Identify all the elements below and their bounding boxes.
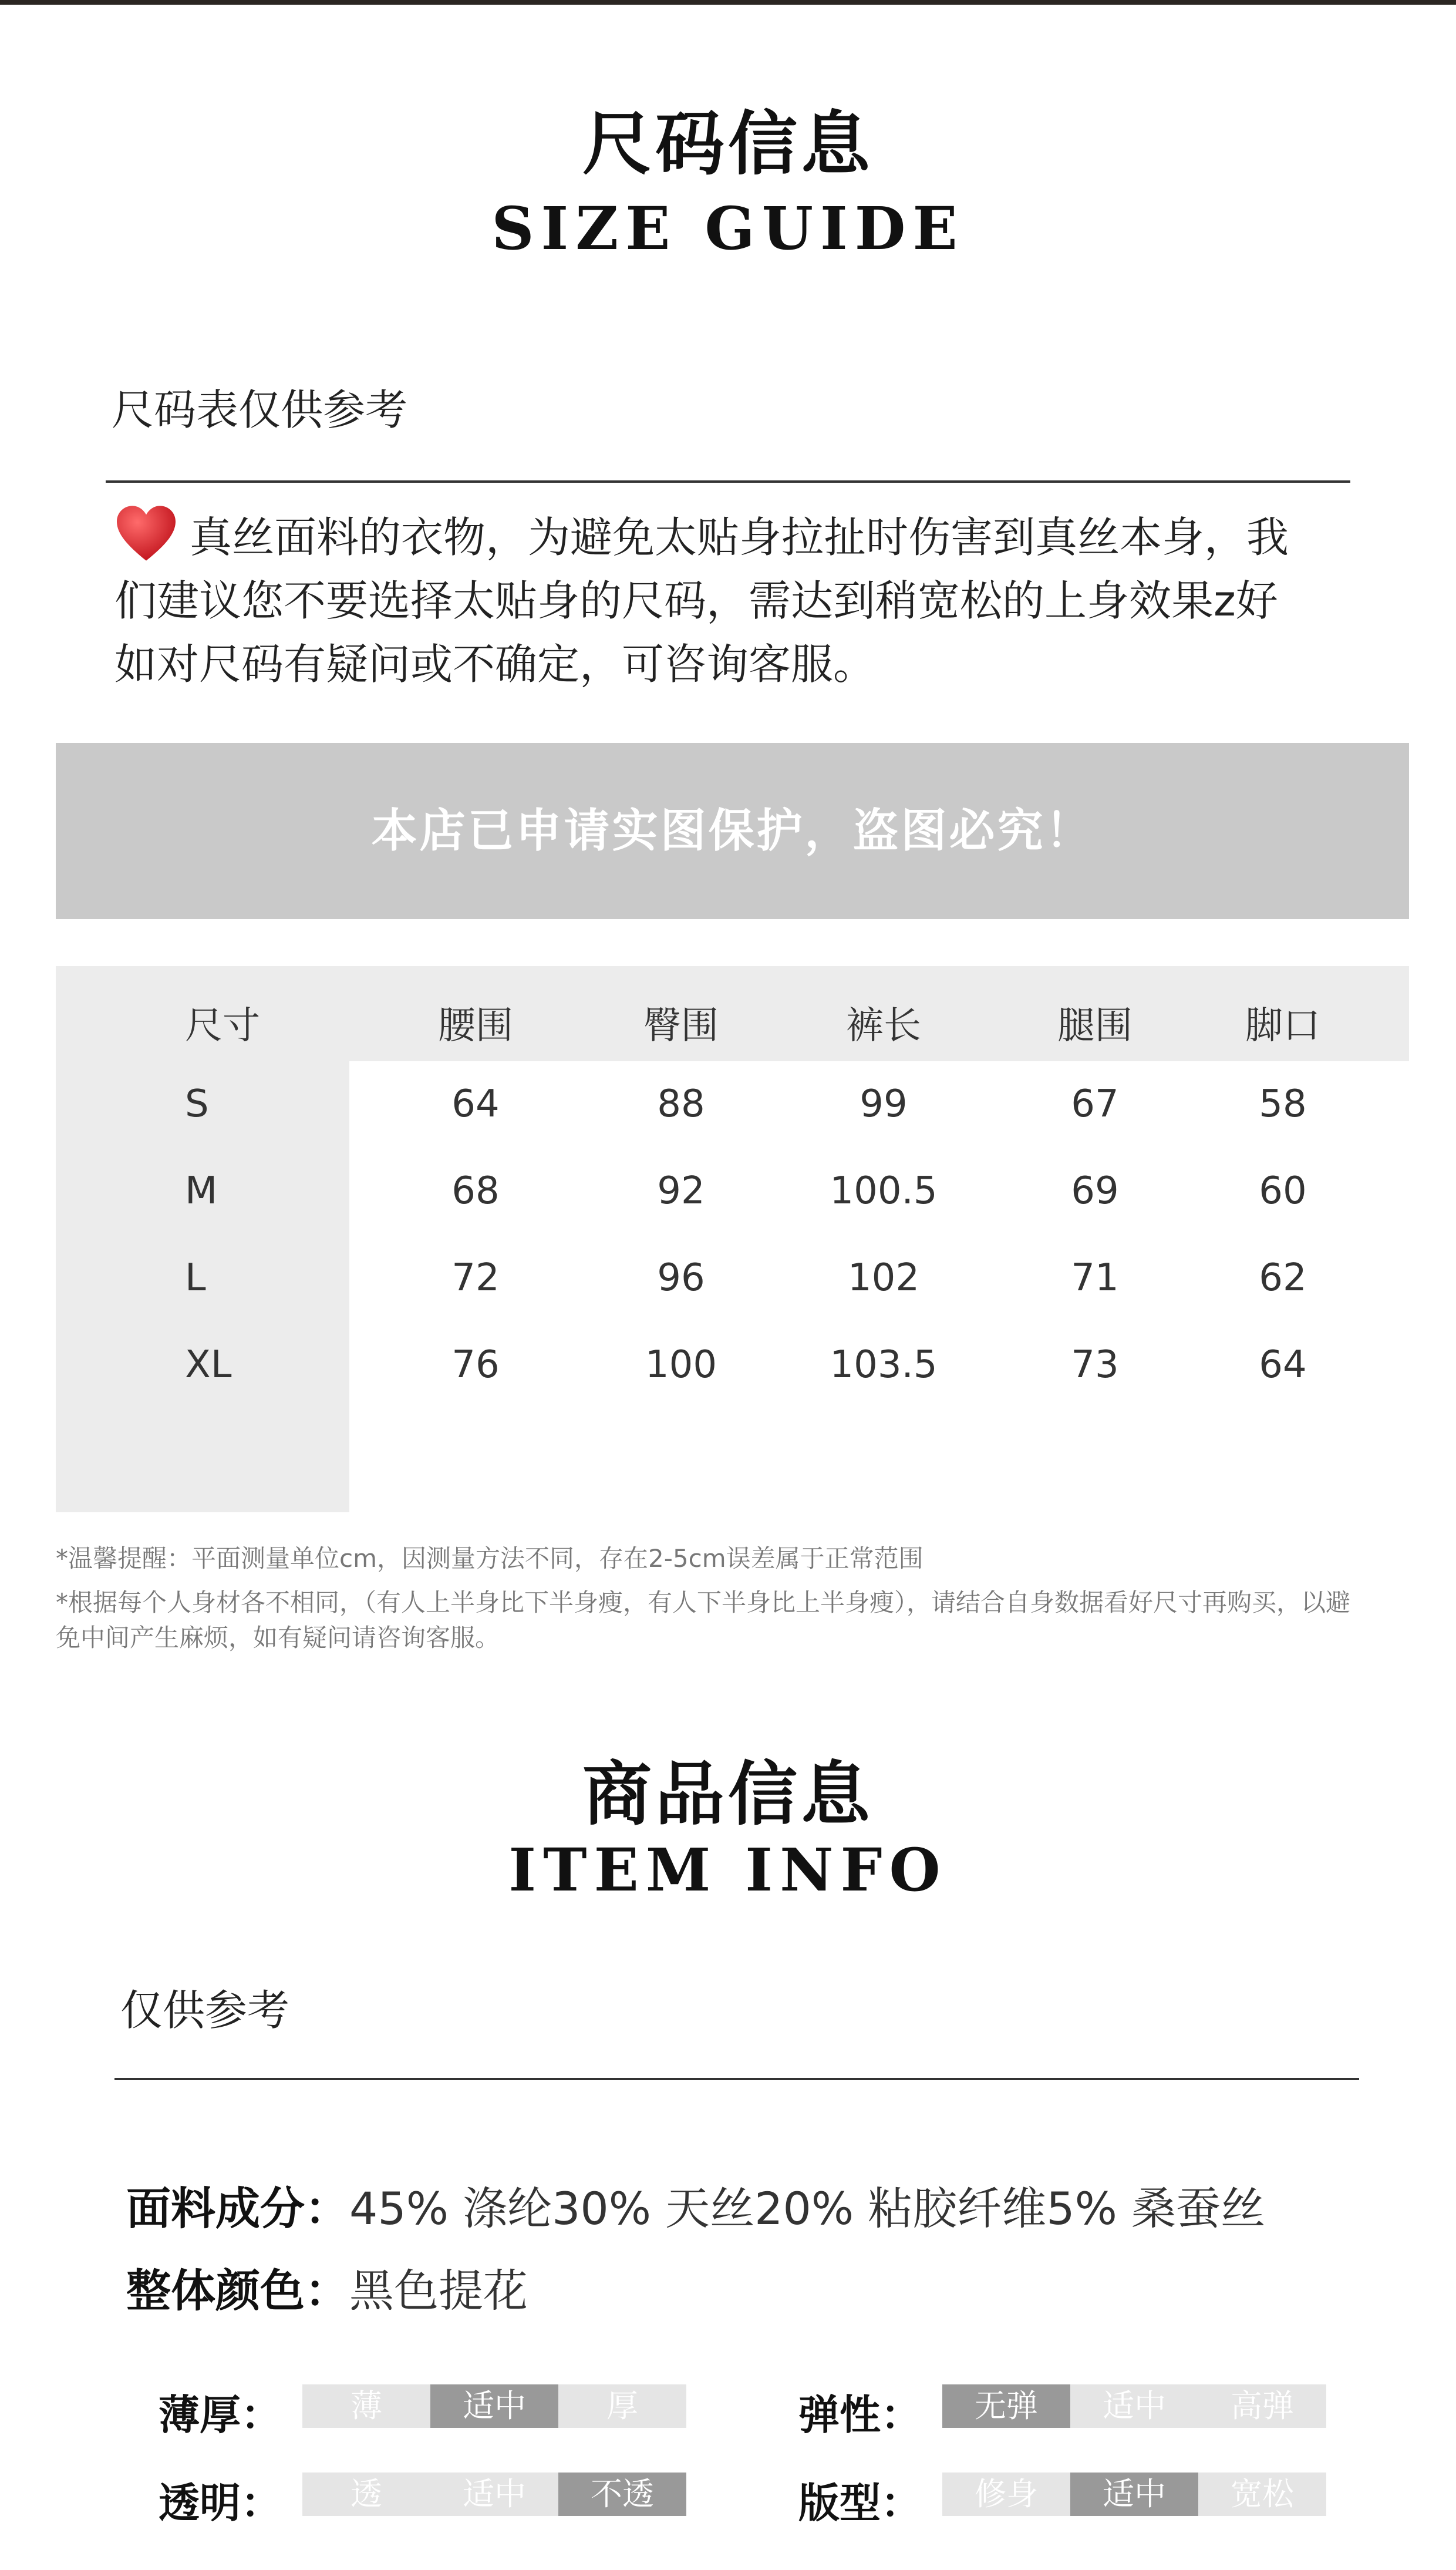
table-header-cell: 脚口 [1245,1004,1320,1048]
option-chip: 无弹 [942,2384,1070,2428]
table-cell: 100.5 [830,1169,938,1213]
table-cell: 88 [657,1082,705,1126]
note-line-2: 们建议您不要选择太贴身的尺码，需达到稍宽松的上身效果z好 [114,576,1278,625]
table-cell: 62 [1259,1256,1307,1300]
size-guide-title-en: SIZE GUIDE [491,194,965,263]
table-header-cell: 裤长 [846,1004,921,1048]
table-header-cell: 臀围 [643,1004,719,1048]
color-value: 黑色提花 [349,2265,528,2317]
table-cell: 58 [1259,1082,1307,1126]
footnote-1: *温馨提醒：平面测量单位cm，因测量方法不同，存在2-5cm误差属于正常范围 [56,1544,924,1573]
table-cell: 73 [1071,1343,1119,1387]
table-cell: 64 [1259,1343,1307,1387]
table-row-size-label: L [185,1256,206,1300]
size-guide-subtitle: 尺码表仅供参考 [112,385,408,435]
attr-options [942,2473,1326,2516]
color-label: 整体颜色： [126,2265,349,2317]
table-cell: 72 [451,1256,500,1300]
note-line-3: 如对尺码有疑问或不确定，可咨询客服。 [114,640,876,689]
attr-label-elasticity: 弹性： [798,2391,922,2439]
fabric-row [126,2173,1265,2237]
option-chip: 适中 [1070,2384,1198,2428]
footnote-2: *根据每个人身材各不相同，（有人上半身比下半身瘦，有人下半身比上半身瘦），请结合自身数据看好尺寸再购买，以避 [56,1588,1351,1617]
option-chip: 不透 [558,2473,686,2516]
note-line-1: 真丝面料的衣物，为避免太贴身拉扯时伤害到真丝本身，我 [190,513,1289,562]
table-cell: 103.5 [830,1343,938,1387]
table-cell: 67 [1071,1082,1119,1126]
option-chip: 厚 [558,2384,686,2428]
option-chip: 适中 [1070,2473,1198,2516]
option-chip: 适中 [430,2384,558,2428]
option-chip: 高弹 [1198,2384,1326,2428]
table-cell: 64 [451,1082,500,1126]
attr-options [302,2473,686,2516]
table-cell: 76 [451,1343,500,1387]
table-cell: 69 [1071,1169,1119,1213]
attr-label-thickness: 薄厚： [159,2391,282,2439]
table-cell: 92 [657,1169,705,1213]
table-header-cell: 腿围 [1057,1004,1133,1048]
table-row-size-label: M [185,1169,218,1213]
option-chip: 修身 [942,2473,1070,2516]
color-row [126,2255,528,2319]
fabric-label: 面料成分： [126,2182,349,2235]
table-cell: 60 [1259,1169,1307,1213]
size-guide-title-cn: 尺码信息 [582,103,874,184]
attr-label-fit: 版型： [798,2479,922,2527]
item-info-title-cn: 商品信息 [582,1754,874,1835]
option-chip: 透 [302,2473,430,2516]
footnote-3: 免中间产生麻烦，如有疑问请咨询客服。 [56,1623,500,1652]
table-cell: 99 [860,1082,908,1126]
table-header-size: 尺寸 [185,1004,260,1048]
item-info-subtitle: 仅供参考 [120,1986,290,2035]
attr-options [942,2384,1326,2428]
option-chip: 宽松 [1198,2473,1326,2516]
attr-options [302,2384,686,2428]
fabric-value: 45% 涤纶30% 天丝20% 粘胶纤维5% 桑蚕丝 [349,2182,1265,2235]
table-cell: 100 [645,1343,717,1387]
table-row-size-label: XL [185,1343,232,1387]
divider [114,2078,1359,2080]
attr-label-transparency: 透明： [159,2479,282,2527]
table-header-cell: 腰围 [438,1004,513,1048]
banner-text: 本店已申请实图保护，盗图必究！ [371,805,1094,857]
option-chip: 适中 [430,2473,558,2516]
table-row-size-label: S [185,1082,209,1126]
table-cell: 68 [451,1169,500,1213]
table-cell: 102 [847,1256,920,1300]
option-chip: 薄 [302,2384,430,2428]
table-cell: 96 [657,1256,705,1300]
item-info-title-en: ITEM INFO [508,1835,948,1905]
table-cell: 71 [1071,1256,1119,1300]
